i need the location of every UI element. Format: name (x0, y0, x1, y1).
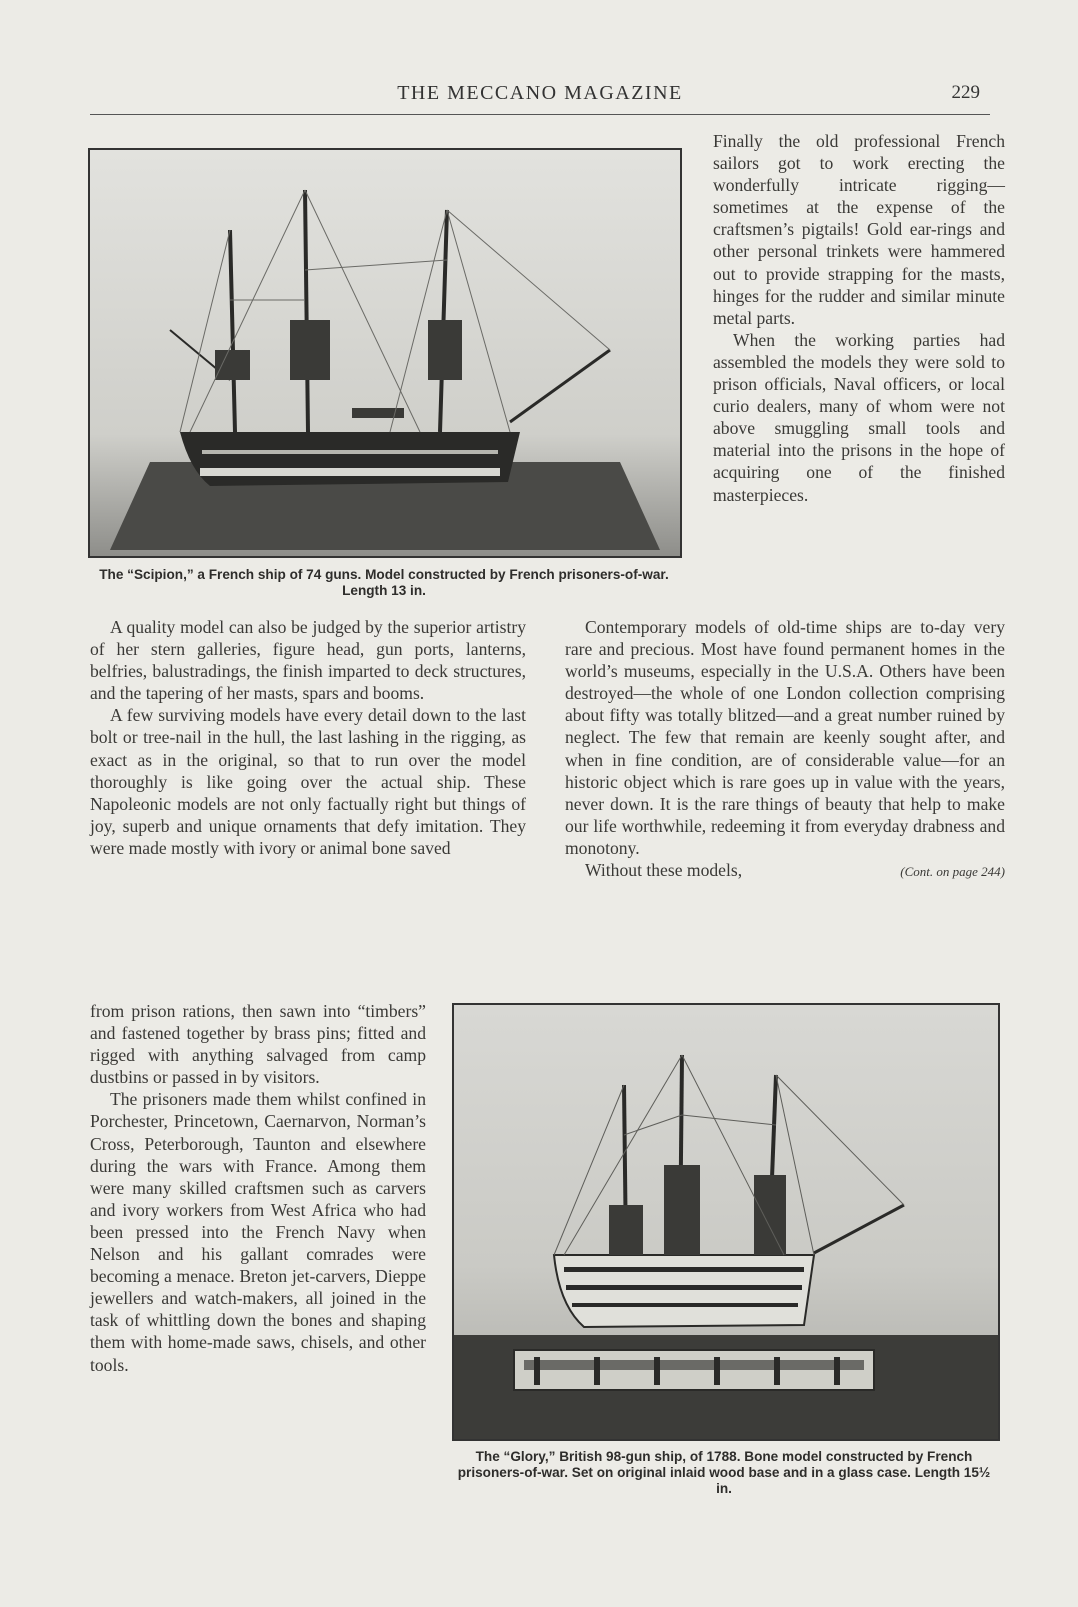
paragraph-text: Without these models, (585, 860, 743, 881)
scipion-ship-illustration (90, 150, 680, 556)
article-column-right-upper (713, 130, 1005, 506)
glory-caption: The “Glory,” British 98-gun ship, of 1788. Bone model constructed by French prisoners-of-war. Set on original inlaid wood base and in a glass case. Length 15½ in. (457, 1449, 991, 1496)
scipion-ship-photo (88, 148, 682, 558)
magazine-title: THE MECCANO MAGAZINE (397, 82, 683, 104)
paragraph: A few surviving models have every detail down to the last bolt or tree-nail in the hull, the last lashing in the rigging, as exact as in the original, so that to run over the model thoroughly is like going over the actual ship. These Napoleonic models are not only factually right but things of joy, superb and unique ornaments that defy imitation. They were made mostly with ivory or animal bone saved (90, 705, 526, 858)
article-column-left-lower (90, 1000, 426, 1376)
paragraph (565, 859, 1005, 881)
page-number: 229 (951, 82, 980, 103)
page-header (90, 82, 990, 115)
paragraph: A quality model can also be judged by the superior artistry of her stern galleries, figure head, gun ports, lanterns, belfries, balustradings, the finish imparted to deck structures, and the tapering of her masts, spars and booms. (90, 617, 526, 704)
scipion-caption: The “Scipion,” a French ship of 74 guns. Model constructed by French prisoners-of-war. Length 13 in. (99, 567, 669, 598)
paragraph: The prisoners made them whilst confined in Porchester, Princetown, Caernarvon, Norman’s Cross, Peterborough, Taunton and elsewhere during the wars with France. Among them were many skilled craftsmen such as carvers and ivory workers from West Africa who had been pressed into the French Navy when Nelson and his gallant comrades were becoming a menace. Breton jet-carvers, Dieppe jewellers and watch-makers, all joined in the task of whittling down the bones and shaping them with home-made saws, chisels, and other tools. (90, 1089, 426, 1375)
paragraph: When the working parties had assembled the models they were sold to prison officials, Naval officers, or local curio dealers, many of whom were not above smuggling small tools and material into the prisons in the hope of acquiring one of the finished masterpieces. (713, 329, 1005, 505)
glory-ship-photo (452, 1003, 1000, 1441)
paragraph: Contemporary models of old-time ships are to-day very rare and precious. Most have found permanent homes in the world’s museums, especially in the U.S.A. Others have been destroyed—the whole of one London collection comprising about fifty was totally blitzed—and a great number ruined by neglect. The few that remain are keenly sought after, and when in fine condition, are of considerable value—for an historic object which is rare goes up in value with the years, never down. It is the rare things of beauty that help to make our life worthwhile, redeeming it from everyday drabness and monotony. (565, 617, 1005, 858)
glory-ship-illustration (454, 1005, 998, 1439)
paragraph: from prison rations, then sawn into “timbers” and fastened together by brass pins; fitted and rigged with anything salvaged from camp dustbins or passed in by visitors. (90, 1001, 426, 1088)
paragraph: Finally the old professional French sailors got to work erecting the wonderfully intricate rigging—sometimes at the expense of the craftsmen’s pigtails! Gold ear-rings and other personal trinkets were hammered out to provide strapping for the masts, hinges for the rudder and similar minute metal parts. (713, 131, 1005, 328)
article-column-right-middle (565, 616, 1005, 883)
article-column-left-upper (90, 616, 526, 859)
continued-note: (Cont. on page 244) (900, 864, 1005, 880)
